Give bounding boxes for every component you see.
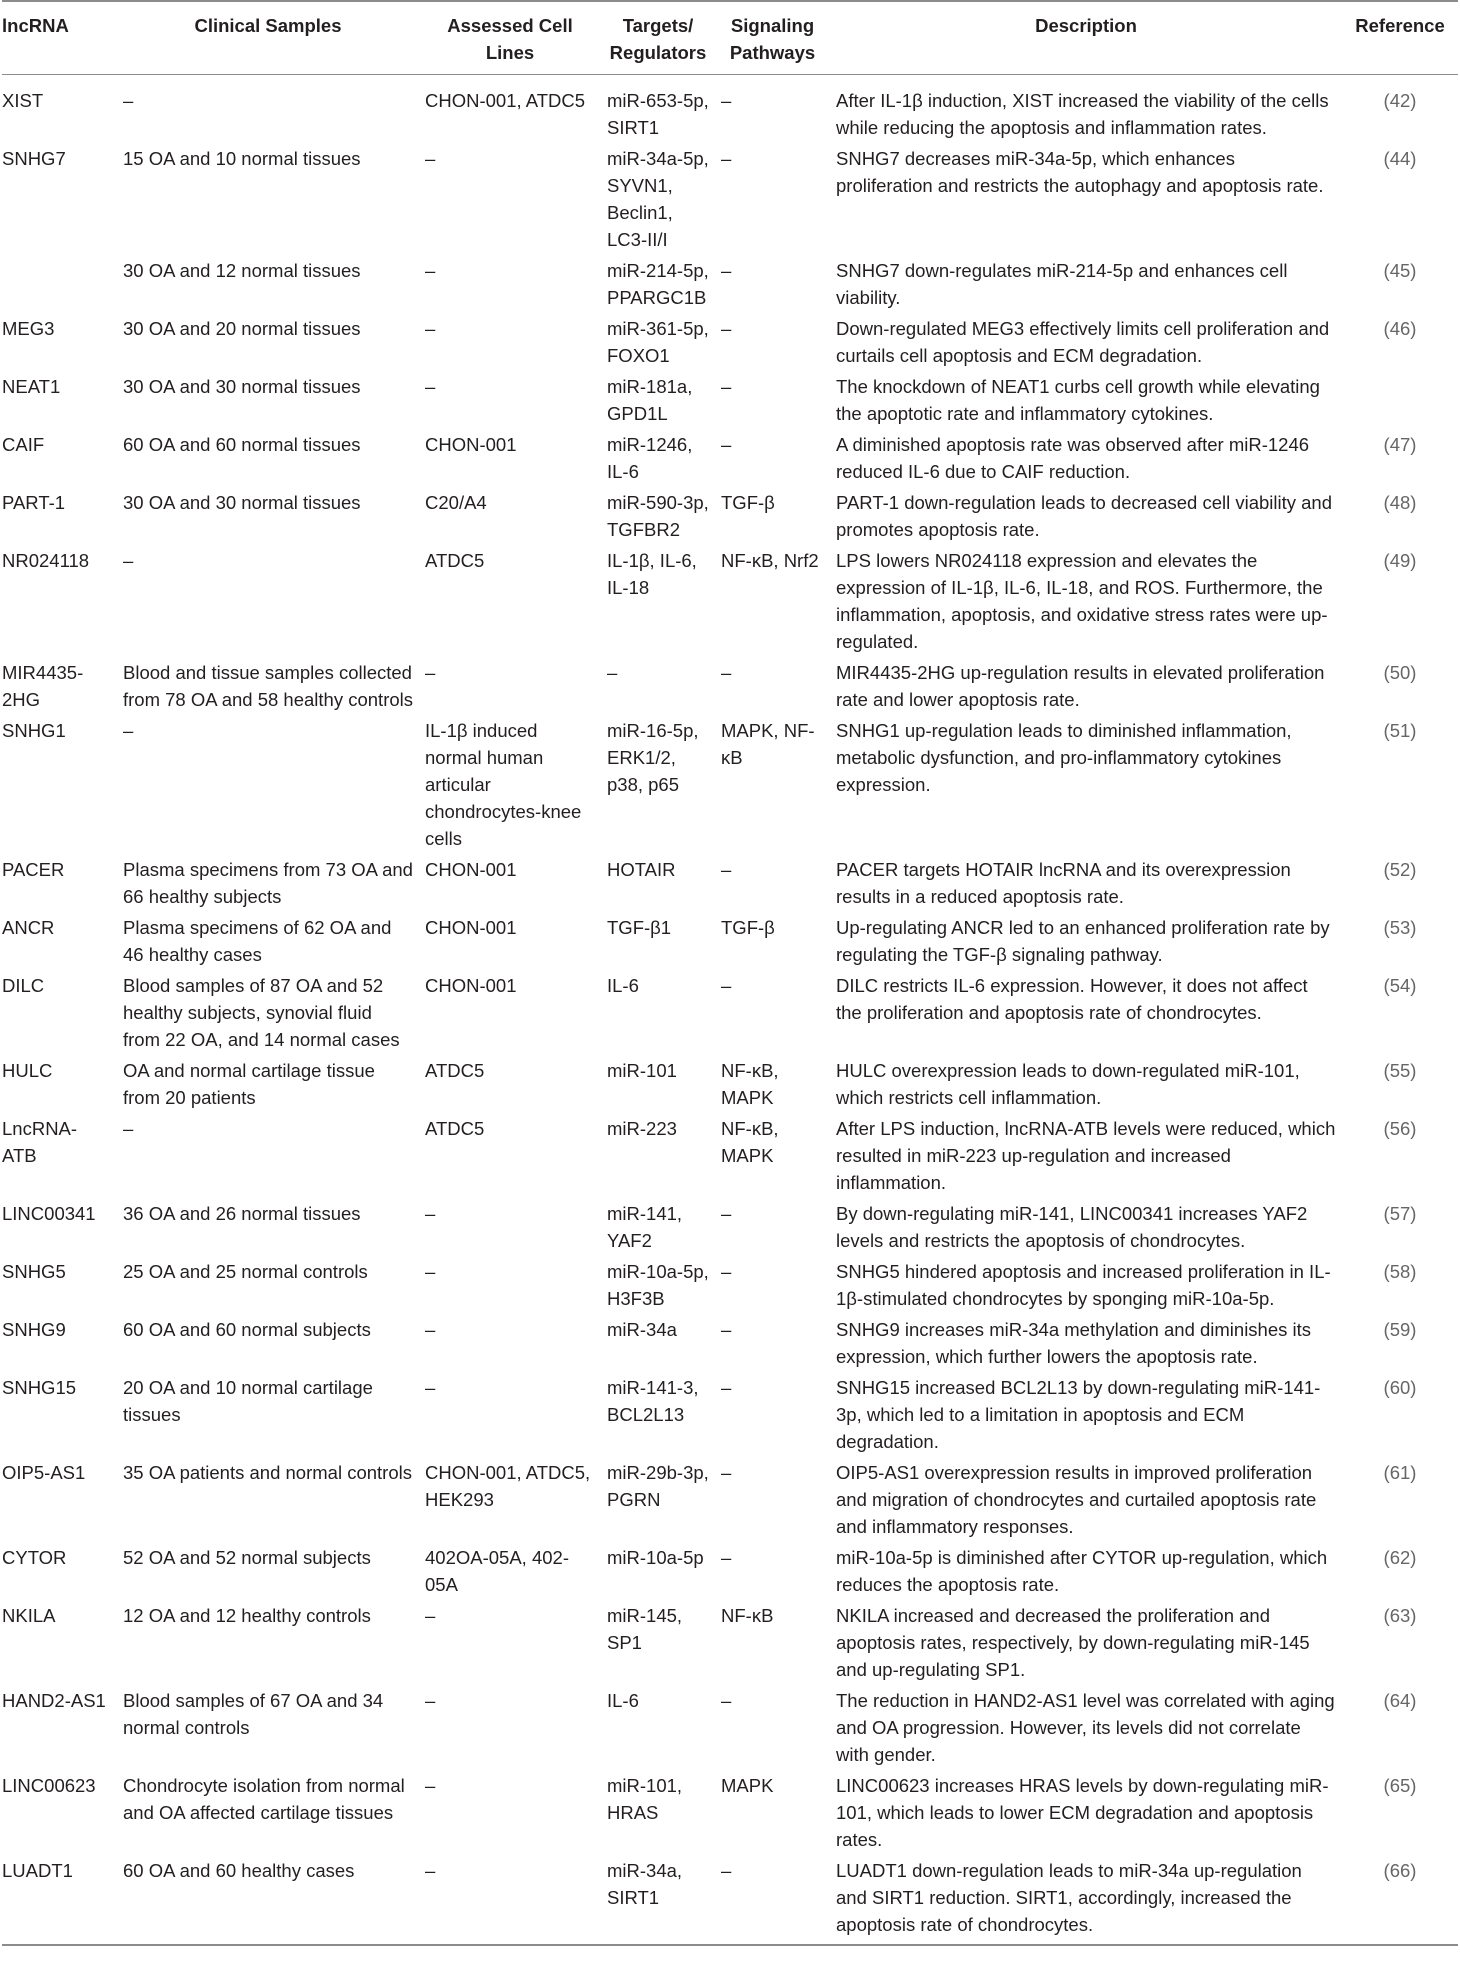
cell-signaling-pathways: –: [721, 1319, 732, 1340]
table-row: [2, 75, 1458, 142]
cell-reference[interactable]: (66): [1342, 1853, 1458, 1945]
header-reference: Reference: [1342, 1, 1458, 75]
cell-targets-regulators: miR-145, SP1: [607, 1605, 683, 1653]
cell-signaling-pathways: –: [715, 1853, 830, 1945]
header-row: [2, 1, 1458, 75]
cell-description: The knockdown of NEAT1 curbs cell growth while elevating the apoptotic rate and inflammatory cytokines.: [836, 376, 1320, 424]
cell-targets-regulators: miR-141-3, BCL2L13: [607, 1377, 699, 1425]
cell-assessed-cell-lines: CHON-001: [425, 859, 517, 880]
cell-targets-regulators: miR-34a-5p, SYVN1, Beclin1, LC3-II/I: [607, 148, 709, 250]
cell-assessed-cell-lines: ATDC5: [425, 1118, 485, 1139]
table-row: [2, 253, 1458, 311]
cell-clinical-samples: 12 OA and 12 healthy controls: [123, 1605, 371, 1626]
cell-lncrna: CYTOR: [2, 1547, 67, 1568]
table-row: [2, 311, 1458, 369]
cell-assessed-cell-lines: –: [425, 1690, 436, 1711]
cell-targets-regulators: HOTAIR: [607, 859, 676, 880]
cell-signaling-pathways: –: [721, 318, 732, 339]
cell-signaling-pathways: MAPK: [721, 1775, 774, 1796]
cell-reference[interactable]: (60): [1383, 1377, 1417, 1398]
cell-lncrna: SNHG15: [2, 1377, 77, 1398]
cell-reference[interactable]: [1342, 369, 1458, 427]
cell-description: SNHG7 down-regulates miR-214-5p and enhances cell viability.: [836, 260, 1288, 308]
table-row: [2, 910, 1458, 968]
cell-clinical-samples: 60 OA and 60 healthy cases: [117, 1853, 419, 1945]
cell-clinical-samples: –: [123, 720, 134, 741]
cell-description: SNHG15 increased BCL2L13 by down-regulating miR-141-3p, which led to a limitation in apoptosis and ECM degradation.: [836, 1377, 1321, 1452]
cell-assessed-cell-lines: C20/A4: [425, 492, 487, 513]
cell-assessed-cell-lines: CHON-001, ATDC5, HEK293: [425, 1462, 591, 1510]
cell-signaling-pathways: –: [721, 859, 732, 880]
cell-assessed-cell-lines: ATDC5: [425, 550, 485, 571]
cell-signaling-pathways: –: [721, 90, 732, 111]
cell-description: LINC00623 increases HRAS levels by down-regulating miR-101, which leads to lower ECM degradation and apoptosis rates.: [836, 1775, 1329, 1850]
cell-signaling-pathways: NF-κB, Nrf2: [721, 550, 819, 571]
cell-reference[interactable]: (51): [1383, 720, 1417, 741]
cell-reference[interactable]: (59): [1383, 1319, 1417, 1340]
cell-targets-regulators: miR-29b-3p, PGRN: [607, 1462, 709, 1510]
table-row: [2, 1254, 1458, 1312]
cell-targets-regulators: miR-34a: [607, 1319, 677, 1340]
cell-reference[interactable]: (57): [1383, 1203, 1417, 1224]
table-row: [2, 141, 1458, 253]
cell-assessed-cell-lines: –: [425, 1261, 436, 1282]
cell-targets-regulators: miR-141, YAF2: [607, 1203, 683, 1251]
cell-clinical-samples: 30 OA and 30 normal tissues: [123, 376, 361, 397]
cell-signaling-pathways: –: [721, 1377, 732, 1398]
cell-description: The reduction in HAND2-AS1 level was correlated with aging and OA progression. However, its levels did not correlate with gender.: [836, 1690, 1335, 1765]
cell-assessed-cell-lines: –: [425, 1377, 436, 1398]
cell-description: By down-regulating miR-141, LINC00341 increases YAF2 levels and restricts the apoptosis of chondrocytes.: [836, 1203, 1308, 1251]
cell-description: SNHG9 increases miR-34a methylation and diminishes its expression, which further lowers the apoptosis rate.: [836, 1319, 1312, 1367]
cell-targets-regulators: TGF-β1: [607, 917, 672, 938]
cell-reference[interactable]: (61): [1383, 1462, 1417, 1483]
cell-description: Up-regulating ANCR led to an enhanced proliferation rate by regulating the TGF-β signaling pathway.: [836, 917, 1330, 965]
table-body: [2, 75, 1458, 1946]
cell-lncrna: PART-1: [2, 492, 66, 513]
cell-targets-regulators: miR-101: [607, 1060, 677, 1081]
table-row: [2, 485, 1458, 543]
cell-targets-regulators: miR-34a, SIRT1: [601, 1853, 715, 1945]
table-row: [2, 1196, 1458, 1254]
cell-signaling-pathways: NF-κB: [721, 1605, 774, 1626]
cell-clinical-samples: 30 OA and 30 normal tissues: [123, 492, 361, 513]
cell-lncrna: DILC: [2, 975, 45, 996]
table-row: [2, 1768, 1458, 1853]
cell-clinical-samples: 25 OA and 25 normal controls: [123, 1261, 368, 1282]
cell-assessed-cell-lines: CHON-001: [425, 975, 517, 996]
cell-clinical-samples: 60 OA and 60 normal tissues: [123, 434, 361, 455]
cell-targets-regulators: miR-10a-5p: [607, 1547, 704, 1568]
cell-reference[interactable]: (63): [1383, 1605, 1417, 1626]
cell-clinical-samples: –: [123, 90, 134, 111]
cell-reference[interactable]: (64): [1383, 1690, 1417, 1711]
cell-lncrna: PACER: [2, 859, 65, 880]
header-description: Description: [830, 1, 1342, 75]
cell-targets-regulators: miR-181a, GPD1L: [607, 376, 693, 424]
cell-targets-regulators: miR-590-3p, TGFBR2: [607, 492, 709, 540]
cell-signaling-pathways: NF-κB, MAPK: [721, 1060, 779, 1108]
cell-clinical-samples: Chondrocyte isolation from normal and OA affected cartilage tissues: [123, 1775, 405, 1823]
table-row: [2, 543, 1458, 655]
table-row: [2, 1370, 1458, 1455]
cell-lncrna: HAND2-AS1: [2, 1690, 106, 1711]
cell-lncrna: LINC00623: [2, 1775, 96, 1796]
table-row: [2, 1853, 1458, 1945]
cell-targets-regulators: miR-361-5p, FOXO1: [607, 318, 709, 366]
cell-assessed-cell-lines: –: [425, 1203, 436, 1224]
cell-reference[interactable]: (42): [1383, 90, 1417, 111]
cell-description: DILC restricts IL-6 expression. However, it does not affect the proliferation and apoptosis rate of chondrocytes.: [836, 975, 1308, 1023]
header-signaling-pathways: Signaling Pathways: [715, 1, 830, 75]
cell-lncrna: LUADT1: [2, 1853, 117, 1945]
cell-assessed-cell-lines: –: [425, 318, 436, 339]
cell-signaling-pathways: –: [721, 1462, 732, 1483]
cell-lncrna: MIR4435-2HG: [2, 662, 84, 710]
cell-signaling-pathways: –: [721, 148, 732, 169]
cell-signaling-pathways: –: [721, 1690, 732, 1711]
cell-description: OIP5-AS1 overexpression results in improved proliferation and migration of chondrocytes and curtailed apoptosis rate and inflammatory responses.: [836, 1462, 1317, 1537]
cell-reference[interactable]: (53): [1383, 917, 1417, 938]
cell-clinical-samples: Blood samples of 87 OA and 52 healthy subjects, synovial fluid from 22 OA, and 14 normal cases: [123, 975, 400, 1050]
cell-signaling-pathways: –: [721, 1203, 732, 1224]
cell-clinical-samples: 35 OA patients and normal controls: [123, 1462, 412, 1483]
cell-targets-regulators: miR-101, HRAS: [607, 1775, 683, 1823]
cell-reference[interactable]: (58): [1383, 1261, 1417, 1282]
cell-assessed-cell-lines: –: [425, 1605, 436, 1626]
cell-signaling-pathways: –: [721, 434, 732, 455]
cell-targets-regulators: miR-214-5p, PPARGC1B: [607, 260, 709, 308]
cell-lncrna: NR024118: [2, 550, 90, 571]
cell-clinical-samples: –: [123, 1118, 134, 1139]
cell-assessed-cell-lines: –: [425, 376, 436, 397]
cell-lncrna: HULC: [2, 1060, 53, 1081]
table-row: [2, 655, 1458, 713]
cell-lncrna: SNHG5: [2, 1261, 66, 1282]
cell-assessed-cell-lines: –: [425, 260, 436, 281]
cell-description: Down-regulated MEG3 effectively limits cell proliferation and curtails cell apoptosis and ECM degradation.: [836, 318, 1330, 366]
cell-description: PACER targets HOTAIR lncRNA and its overexpression results in a reduced apoptosis rate.: [836, 859, 1291, 907]
cell-targets-regulators: –: [607, 662, 618, 683]
cell-lncrna: [2, 253, 117, 311]
cell-clinical-samples: 36 OA and 26 normal tissues: [123, 1203, 361, 1224]
cell-assessed-cell-lines: –: [425, 148, 436, 169]
cell-assessed-cell-lines: ATDC5: [425, 1060, 485, 1081]
cell-signaling-pathways: –: [721, 1547, 732, 1568]
cell-targets-regulators: miR-10a-5p, H3F3B: [607, 1261, 709, 1309]
cell-reference[interactable]: (55): [1383, 1060, 1417, 1081]
table-row: [2, 1455, 1458, 1540]
cell-clinical-samples: 30 OA and 12 normal tissues: [123, 260, 361, 281]
header-clinical-samples: Clinical Samples: [117, 1, 419, 75]
cell-description: LUADT1 down-regulation leads to miR-34a up-regulation and SIRT1 reduction. SIRT1, accordingly, increased the apoptosis rate of chondrocytes.: [830, 1853, 1342, 1945]
cell-description: MIR4435-2HG up-regulation results in elevated proliferation rate and lower apoptosis rate.: [836, 662, 1325, 710]
cell-assessed-cell-lines: –: [419, 1853, 601, 1945]
cell-reference[interactable]: (52): [1383, 859, 1417, 880]
cell-reference[interactable]: (62): [1383, 1547, 1417, 1568]
lncrna-table: [2, 0, 1458, 1946]
cell-targets-regulators: miR-1246, IL-6: [607, 434, 693, 482]
table-row: [2, 1540, 1458, 1598]
cell-reference[interactable]: (56): [1383, 1118, 1417, 1139]
cell-lncrna: NEAT1: [2, 376, 61, 397]
cell-reference[interactable]: (44): [1383, 148, 1417, 169]
cell-targets-regulators: IL-6: [607, 1690, 639, 1711]
cell-lncrna: SNHG1: [2, 720, 66, 741]
cell-lncrna: LncRNA-ATB: [2, 1118, 78, 1166]
cell-signaling-pathways: TGF-β: [721, 492, 775, 513]
cell-lncrna: SNHG9: [2, 1319, 66, 1340]
table-row: [2, 1312, 1458, 1370]
cell-assessed-cell-lines: CHON-001: [425, 434, 517, 455]
cell-description: NKILA increased and decreased the proliferation and apoptosis rates, respectively, by down-regulating miR-145 and up-regulating SP1.: [836, 1605, 1310, 1680]
table-row: [2, 1683, 1458, 1768]
cell-reference[interactable]: (47): [1383, 434, 1417, 455]
header-targets-regulators: Targets/ Regulators: [601, 1, 715, 75]
table-row: [2, 1598, 1458, 1683]
cell-assessed-cell-lines: –: [425, 1775, 436, 1796]
cell-targets-regulators: miR-16-5p, ERK1/2, p38, p65: [607, 720, 699, 795]
cell-description: After IL-1β induction, XIST increased the viability of the cells while reducing the apoptosis and inflammation rates.: [836, 90, 1329, 138]
cell-assessed-cell-lines: CHON-001, ATDC5: [425, 90, 586, 111]
cell-signaling-pathways: MAPK, NF-κB: [721, 720, 815, 768]
cell-clinical-samples: 15 OA and 10 normal tissues: [123, 148, 361, 169]
cell-targets-regulators: miR-223: [607, 1118, 677, 1139]
cell-assessed-cell-lines: IL-1β induced normal human articular chondrocytes-knee cells: [425, 720, 582, 849]
cell-assessed-cell-lines: CHON-001: [425, 917, 517, 938]
table-row: [2, 968, 1458, 1053]
table-header: [2, 1, 1458, 75]
cell-clinical-samples: OA and normal cartilage tissue from 20 patients: [123, 1060, 375, 1108]
cell-reference[interactable]: (48): [1383, 492, 1417, 513]
table-row: [2, 852, 1458, 910]
cell-lncrna: OIP5-AS1: [2, 1462, 86, 1483]
table-row: [2, 1053, 1458, 1111]
cell-assessed-cell-lines: 402OA-05A, 402-05A: [425, 1547, 569, 1595]
table-row: [2, 713, 1458, 852]
cell-clinical-samples: 30 OA and 20 normal tissues: [123, 318, 361, 339]
cell-signaling-pathways: –: [721, 975, 732, 996]
cell-assessed-cell-lines: –: [425, 662, 436, 683]
cell-assessed-cell-lines: –: [425, 1319, 436, 1340]
cell-description: LPS lowers NR024118 expression and elevates the expression of IL-1β, IL-6, IL-18, and ROS. Furthermore, the inflammation, apoptosis, and oxidative stress rates were up-regulated.: [836, 550, 1328, 652]
cell-clinical-samples: Blood and tissue samples collected from 78 OA and 58 healthy controls: [123, 662, 414, 710]
cell-signaling-pathways: –: [721, 376, 732, 397]
cell-description: A diminished apoptosis rate was observed after miR-1246 reduced IL-6 due to CAIF reduction.: [836, 434, 1310, 482]
cell-description: miR-10a-5p is diminished after CYTOR up-regulation, which reduces the apoptosis rate.: [836, 1547, 1328, 1595]
cell-clinical-samples: 52 OA and 52 normal subjects: [123, 1547, 371, 1568]
cell-reference[interactable]: (54): [1383, 975, 1417, 996]
cell-clinical-samples: Plasma specimens of 62 OA and 46 healthy cases: [123, 917, 392, 965]
table-row: [2, 1111, 1458, 1196]
cell-targets-regulators: IL-6: [607, 975, 639, 996]
cell-signaling-pathways: TGF-β: [721, 917, 775, 938]
cell-signaling-pathways: –: [721, 662, 732, 683]
cell-reference[interactable]: (50): [1383, 662, 1417, 683]
cell-signaling-pathways: –: [721, 1261, 732, 1282]
cell-description: SNHG5 hindered apoptosis and increased proliferation in IL-1β-stimulated chondrocytes by sponging miR-10a-5p.: [836, 1261, 1331, 1309]
cell-lncrna: CAIF: [2, 434, 45, 455]
cell-description: After LPS induction, lncRNA-ATB levels were reduced, which resulted in miR-223 up-regulation and increased inflammation.: [836, 1118, 1336, 1193]
cell-reference[interactable]: (45): [1383, 260, 1417, 281]
table-row: [2, 427, 1458, 485]
cell-lncrna: LINC00341: [2, 1203, 96, 1224]
cell-lncrna: NKILA: [2, 1605, 56, 1626]
cell-signaling-pathways: –: [721, 260, 732, 281]
cell-description: PART-1 down-regulation leads to decreased cell viability and promotes apoptosis rate.: [836, 492, 1333, 540]
cell-signaling-pathways: NF-κB, MAPK: [721, 1118, 779, 1166]
cell-clinical-samples: 20 OA and 10 normal cartilage tissues: [123, 1377, 373, 1425]
cell-reference[interactable]: (65): [1383, 1775, 1417, 1796]
cell-description: SNHG1 up-regulation leads to diminished inflammation, metabolic dysfunction, and pro-inflammatory cytokines expression.: [836, 720, 1292, 795]
header-lncrna: lncRNA: [2, 1, 117, 75]
cell-clinical-samples: Plasma specimens from 73 OA and 66 healthy subjects: [123, 859, 413, 907]
cell-description: HULC overexpression leads to down-regulated miR-101, which restricts cell inflammation.: [836, 1060, 1300, 1108]
table-row: [2, 369, 1458, 427]
cell-description: SNHG7 decreases miR-34a-5p, which enhances proliferation and restricts the autophagy and apoptosis rate.: [836, 148, 1324, 196]
cell-targets-regulators: miR-653-5p, SIRT1: [607, 90, 709, 138]
cell-reference[interactable]: (49): [1383, 550, 1417, 571]
cell-lncrna: MEG3: [2, 318, 55, 339]
cell-lncrna: SNHG7: [2, 148, 66, 169]
cell-targets-regulators: IL-1β, IL-6, IL-18: [607, 550, 697, 598]
cell-clinical-samples: Blood samples of 67 OA and 34 normal controls: [123, 1690, 384, 1738]
cell-lncrna: XIST: [2, 90, 44, 111]
header-assessed-cell-lines: Assessed Cell Lines: [419, 1, 601, 75]
cell-clinical-samples: –: [123, 550, 134, 571]
cell-lncrna: ANCR: [2, 917, 55, 938]
cell-reference[interactable]: (46): [1383, 318, 1417, 339]
cell-clinical-samples: 60 OA and 60 normal subjects: [123, 1319, 371, 1340]
